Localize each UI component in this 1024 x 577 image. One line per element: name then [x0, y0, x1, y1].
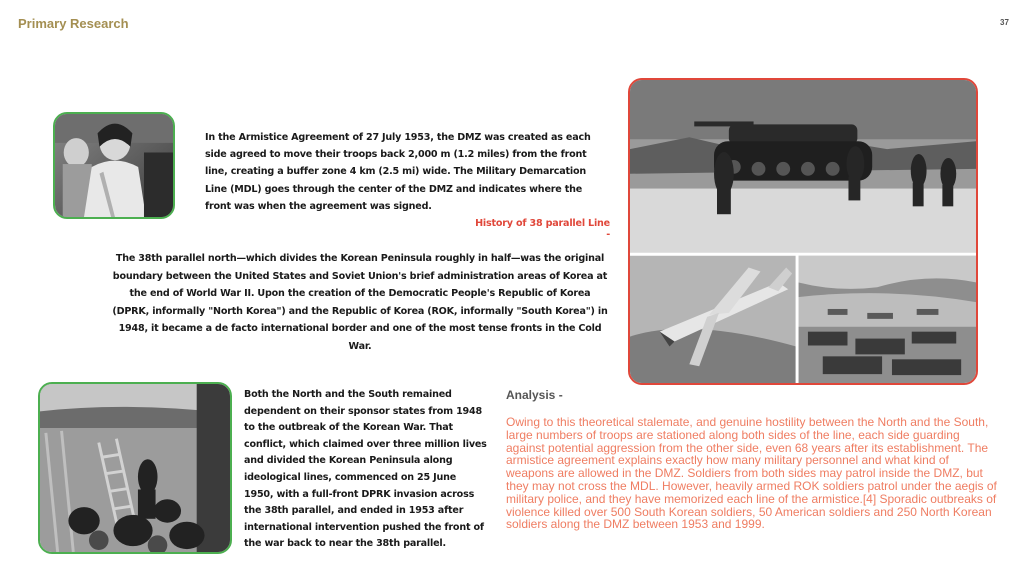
- children-photo: [53, 112, 175, 219]
- analysis-body: Owing to this theoretical stalemate, and genuine hostility between the North and the South, large numbers of troops are stationed along both sides of the line, each side guarding against potential aggression from the other side, even 68 years after its establishment. The armistice agreement explains exactly how many military personnel and what kind of weapons are allowed in the DMZ. Soldiers from both sides may patrol inside the DMZ, but they may not cross the MDL. However, heavily armed ROK soldiers patrol under the aegis of military police, and they have memorized each line of the armistice.[4] Sporadic outbreaks of violence killed over 500 South Korean soldiers, 50 American soldiers and 250 North Korean soldiers along the DMZ between 1953 and 1999.: [506, 415, 997, 532]
- parallel-paragraph: The 38th parallel north—which divides the Korean Peninsula roughly in half—was the original boundary between the United States and Soviet Union's brief administration areas of Korea at the end of World War II. Upon the creation of the Democratic People's Republic of Korea (DPRK, informally "North Korea") and the Republic of Korea (ROK, informally "South Korea") in 1948, it became a de facto international border and one of the most tense fronts in the Cold War.: [112, 253, 608, 352]
- armistice-paragraph: In the Armistice Agreement of 27 July 1953, the DMZ was created as each side agreed to move their troops back 2,000 m (1.2 miles) from the front line, creating a buffer zone 4 km (2.5 mi) wide. The Military Demarcation Line (MDL) goes through the center of the DMZ and indicates where the front was when the agreement was signed.: [205, 132, 591, 212]
- history-title: History of 38 parallel Line -: [475, 218, 610, 240]
- war-photo-collage: [628, 78, 978, 385]
- tank-photo: [630, 80, 976, 253]
- page-header-title: Primary Research: [18, 16, 129, 31]
- jet-photo: [630, 256, 796, 383]
- harbor-photo: [798, 256, 976, 383]
- page-number: 37: [1000, 18, 1009, 27]
- analysis-heading: Analysis -: [506, 388, 563, 402]
- soldiers-landing-photo: [38, 382, 232, 554]
- war-paragraph: Both the North and the South remained dependent on their sponsor states from 1948 to the outbreak of the Korean War. That conflict, which claimed over three million lives and divided the Korean Peninsula along ideological lines, commenced on 25 June 1950, with a full-front DPRK invasion across the 38th parallel, and ended in 1953 after international intervention pushed the front of the war back to near the 38th parallel.: [244, 389, 487, 550]
